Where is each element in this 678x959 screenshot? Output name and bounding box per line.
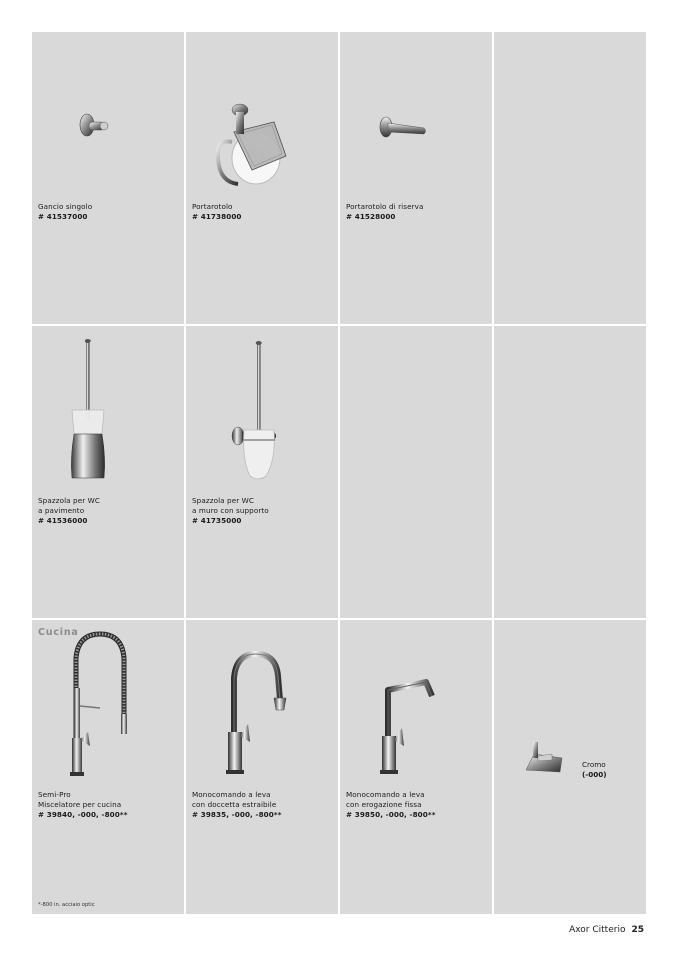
product-caption: Portarotolo # 41738000 xyxy=(192,202,242,221)
spare-roll-holder-image xyxy=(378,114,428,140)
page-number: 25 xyxy=(631,925,644,935)
product-caption: Spazzola per WC a muro con supporto # 41735000 xyxy=(192,496,269,525)
toilet-roll-holder-image xyxy=(212,98,292,192)
product-cell-doccetta[interactable] xyxy=(186,620,338,914)
product-caption: Semi-Pro Miscelatore per cucina # 39840, -000, -800** xyxy=(38,790,128,819)
floor-toilet-brush-image xyxy=(68,338,108,480)
empty-cell xyxy=(494,32,646,324)
product-cell-fissa[interactable] xyxy=(340,620,492,914)
product-cell-gancio[interactable] xyxy=(32,32,184,324)
chrome-finish-swatch-image xyxy=(522,740,566,776)
product-caption: Spazzola per WC a pavimento # 41536000 xyxy=(38,496,101,525)
finish-label: Cromo (-000) xyxy=(582,760,607,779)
product-cell-semipro[interactable] xyxy=(32,620,184,914)
pullout-spray-mixer-image xyxy=(220,648,290,776)
wall-toilet-brush-image xyxy=(230,340,286,480)
page-footer xyxy=(569,925,644,935)
finish-cell xyxy=(494,620,646,914)
product-caption: Gancio singolo # 41537000 xyxy=(38,202,93,221)
section-title: Cucina xyxy=(38,627,79,638)
footnote: *-800 in. acciaio optic xyxy=(38,902,95,908)
empty-cell xyxy=(340,326,492,618)
product-cell-spazzola-muro[interactable] xyxy=(186,326,338,618)
product-cell-riserva[interactable] xyxy=(340,32,492,324)
product-cell-portarotolo[interactable] xyxy=(186,32,338,324)
fixed-spout-mixer-image xyxy=(374,674,438,776)
footer-brand: Axor Citterio xyxy=(569,925,626,935)
product-caption: Portarotolo di riserva # 41528000 xyxy=(346,202,424,221)
empty-cell xyxy=(494,326,646,618)
semipro-kitchen-mixer-image xyxy=(66,628,136,778)
product-caption: Monocomando a leva con doccetta estraibile # 39835, -000, -800** xyxy=(192,790,282,819)
product-cell-spazzola-pavimento[interactable] xyxy=(32,326,184,618)
product-grid xyxy=(32,32,646,914)
product-caption: Monocomando a leva con erogazione fissa # 39850, -000, -800** xyxy=(346,790,436,819)
robe-hook-image xyxy=(76,110,110,140)
